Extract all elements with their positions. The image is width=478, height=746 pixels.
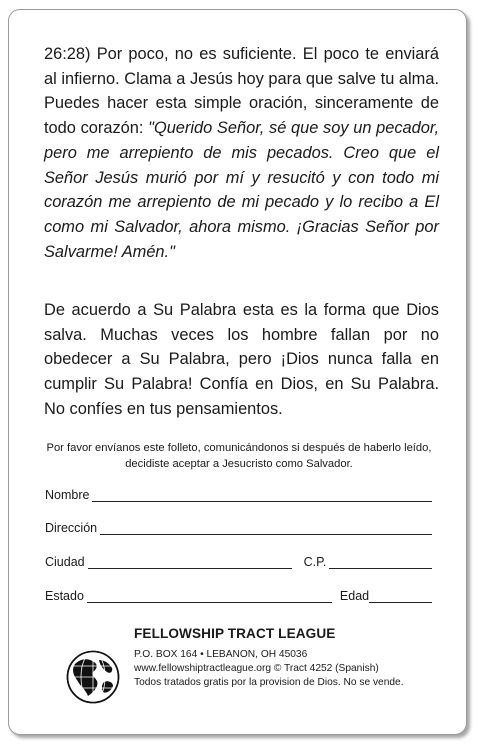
city-label: Ciudad (45, 555, 85, 569)
mailing-address: P.O. BOX 164 • LEBANON, OH 45036 (134, 649, 308, 660)
state-label: Estado (45, 589, 84, 603)
website-line: www.fellowshiptractleague.org © Tract 4252 (Spanish) (134, 663, 379, 674)
state-field[interactable] (87, 588, 332, 603)
city-row (45, 549, 432, 569)
prayer-text: "Querido Señor, sé que soy un pecador, pero me arrepiento de mis pecados. Creo que el Señor Jesús murió por mí y resucitó y con todo mi corazón me arrepiento de mi pecado y lo recibo a El como mi Salvador, ahora mismo. ¡Gracias Señor por Salvarme! Amén." (44, 119, 439, 261)
footer (66, 622, 446, 712)
name-row (45, 482, 432, 502)
organization-name: FELLOWSHIP TRACT LEAGUE (134, 626, 336, 641)
address-row (45, 515, 432, 535)
age-field[interactable] (369, 588, 432, 603)
paragraph-1-text: 26:28) Por poco, no es suficiente. El poco te enviará al infierno. Clama a Jesús hoy para que salve tu alma. Puedes hacer esta simple oración, sinceramente de todo corazón: (44, 45, 439, 138)
state-row (45, 583, 432, 603)
zip-field[interactable] (329, 554, 432, 569)
paragraph-2: De acuerdo a Su Palabra esta es la forma que Dios salva. Muchas veces los hombre fallan por no obedecer a Su Palabra, pero ¡Dios nunca falla en cumplir Su Palabra! Confía en Dios, en Su Palabra. No confíes en tus pensamientos. (44, 301, 439, 418)
address-field[interactable] (100, 520, 432, 535)
globe-logo-icon (66, 650, 120, 704)
name-label: Nombre (45, 488, 90, 502)
city-field[interactable] (88, 554, 292, 569)
zip-label: C.P. (303, 555, 327, 569)
name-field[interactable] (92, 487, 432, 502)
paragraph-1 (44, 42, 439, 264)
age-label: Edad (339, 589, 370, 603)
address-label: Dirección (45, 521, 98, 535)
form-instructions: Por favor envíanos este folleto, comunicándonos si después de haberlo leído, decidiste aceptar a Jesucristo como Salvador. (46, 442, 432, 470)
free-notice: Todos tratados gratis por la provision de Dios. No se vende. (134, 677, 404, 688)
